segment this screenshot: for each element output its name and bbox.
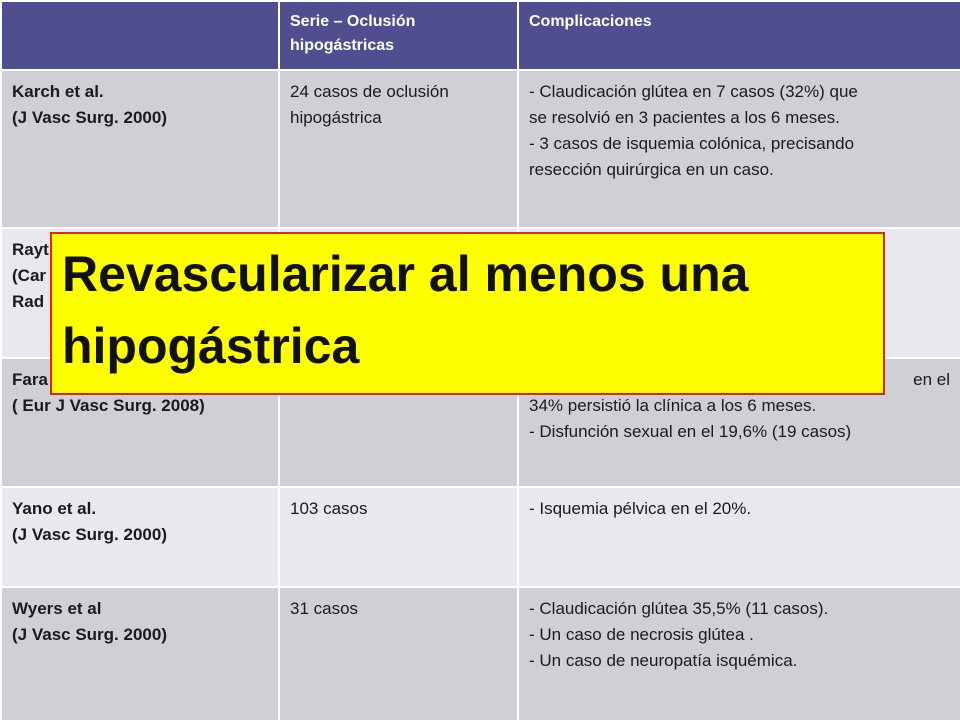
series-line: 31 casos xyxy=(290,599,359,618)
series-line: hipogástrica xyxy=(290,108,382,127)
complications-cell xyxy=(518,487,960,587)
author-citation: ( Eur J Vasc Surg. 2008) xyxy=(12,396,205,415)
table-header-row xyxy=(1,1,960,70)
series-line: 103 casos xyxy=(290,499,368,518)
author-name: Rad xyxy=(12,292,45,311)
complication-line: - 3 casos de isquemia colónica, precisando xyxy=(529,134,855,153)
author-citation: (J Vasc Surg. 2000) xyxy=(12,108,167,127)
complication-line: en el xyxy=(913,370,950,389)
complications-cell xyxy=(518,587,960,721)
header-cell-complications: Complicaciones xyxy=(518,1,960,70)
complication-line: - Claudicación glútea 35,5% (11 casos). xyxy=(529,599,829,618)
complication-line: se resolvió en 3 pacientes a los 6 meses. xyxy=(529,108,840,127)
author-name: Yano et al. xyxy=(12,499,97,518)
series-line: 24 casos de oclusión xyxy=(290,82,449,101)
author-name: Wyers et al xyxy=(12,599,102,618)
author-cell xyxy=(1,487,279,587)
table-row xyxy=(1,70,960,228)
banner-line: hipogástrica xyxy=(62,318,360,374)
complication-line: - Claudicación glútea en 7 casos (32%) que xyxy=(529,82,858,101)
complications-cell xyxy=(518,70,960,228)
complication-line: - Un caso de necrosis glútea . xyxy=(529,625,754,644)
author-name: (Car xyxy=(12,266,47,285)
author-name: Karch et al. xyxy=(12,82,104,101)
series-cell xyxy=(279,587,518,721)
complication-line: - Disfunción sexual en el 19,6% (19 casos) xyxy=(529,422,852,441)
banner-line: Revascularizar al menos una xyxy=(62,246,749,302)
author-name: Fara xyxy=(12,370,48,389)
author-cell xyxy=(1,70,279,228)
header-cell-empty xyxy=(1,1,279,70)
complication-line: 34% persistió la clínica a los 6 meses. xyxy=(529,396,817,415)
series-cell xyxy=(279,70,518,228)
author-cell xyxy=(1,587,279,721)
highlight-banner xyxy=(50,232,885,395)
complication-line: resección quirúrgica en un caso. xyxy=(529,160,774,179)
complication-line: - Isquemia pélvica en el 20%. xyxy=(529,499,752,518)
author-citation: (J Vasc Surg. 2000) xyxy=(12,525,167,544)
table-row xyxy=(1,587,960,721)
table-row xyxy=(1,487,960,587)
series-cell xyxy=(279,487,518,587)
header-cell-series: Serie – Oclusión hipogástricas xyxy=(279,1,518,70)
author-citation: (J Vasc Surg. 2000) xyxy=(12,625,167,644)
author-name: Rayt xyxy=(12,240,49,259)
complication-line: - Un caso de neuropatía isquémica. xyxy=(529,651,798,670)
